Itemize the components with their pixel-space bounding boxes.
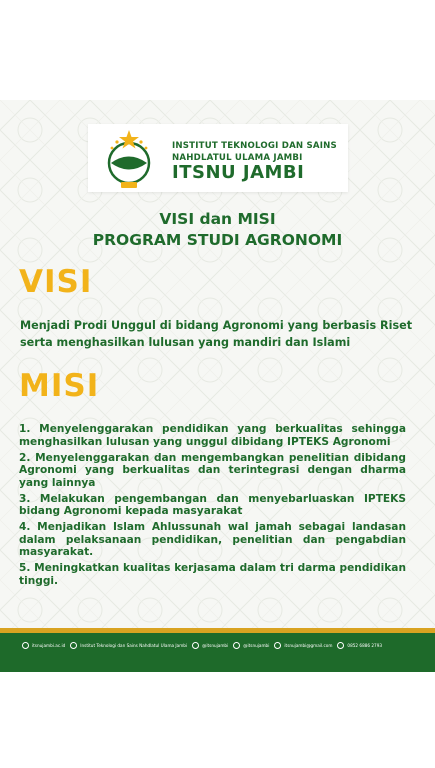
- globe-icon: [22, 642, 29, 649]
- misi-item-1: 1. Menyelenggarakan pendidikan yang berkualitas sehingga menghasilkan lulusan yang unggul dibidang IPTEKS Agronomi: [19, 423, 406, 448]
- institution-line-2: NAHDLATUL ULAMA JAMBI: [172, 153, 303, 163]
- facebook-icon: [70, 642, 77, 649]
- institution-name: [172, 140, 337, 164]
- page-title-line-1: VISI dan MISI: [159, 210, 276, 228]
- footer-item-twitter[interactable]: [233, 642, 269, 649]
- footer-instagram-text: @itsnujambi: [202, 643, 229, 648]
- visi-text: Menjadi Prodi Unggul di bidang Agronomi yang berbasis Riset serta menghasilkan lulusan yang mandiri dan Islami: [20, 319, 413, 349]
- footer-facebook-text: Institut Teknologi dan Sains Nahdlatul Ulama Jambi: [80, 643, 188, 648]
- footer-item-website[interactable]: [22, 642, 65, 649]
- footer-item-email[interactable]: [274, 642, 332, 649]
- page-title-line-2: PROGRAM STUDI AGRONOMI: [92, 231, 343, 249]
- visi-heading: VISI: [19, 264, 93, 300]
- footer-website-text: itsnujambi.ac.id: [32, 643, 66, 648]
- misi-list: [19, 423, 406, 591]
- footer: [0, 628, 435, 672]
- footer-item-facebook[interactable]: [70, 642, 187, 649]
- footer-contacts: [22, 642, 382, 649]
- footer-item-instagram[interactable]: [192, 642, 228, 649]
- misi-item-3: 3. Melakukan pengembangan dan menyebarluaskan IPTEKS bidang Agronomi kepada masyarakat: [19, 492, 406, 517]
- footer-twitter-text: @itsnujambi: [243, 643, 270, 648]
- misi-item-5: 5. Meningkatkan kualitas kerjasama dalam tri darma pendidikan tinggi.: [19, 562, 406, 587]
- misi-item-2: 2. Menyelenggarakan dan mengembangkan penelitian dibidang Agronomi yang berkualitas dan terintegrasi dengan dharma yang lainnya: [19, 451, 406, 489]
- institution-line-1: INSTITUT TEKNOLOGI DAN SAINS: [172, 141, 337, 151]
- footer-whatsapp-text: 0852 6886 2793: [347, 643, 383, 648]
- instagram-icon: [192, 642, 199, 649]
- footer-gold-stripe: [0, 628, 435, 633]
- footer-item-whatsapp[interactable]: [337, 642, 382, 649]
- whatsapp-icon: [337, 642, 344, 649]
- footer-email-text: itsnujambi@gmail.com: [284, 643, 333, 648]
- twitter-icon: [233, 642, 240, 649]
- brand-name: ITSNU JAMBI: [172, 162, 305, 183]
- mail-icon: [274, 642, 281, 649]
- misi-heading: MISI: [19, 368, 100, 404]
- itsnu-emblem-icon: [97, 128, 161, 192]
- misi-item-4: 4. Menjadikan Islam Ahlussunah wal jamah sebagai landasan dalam pelaksanaan pendidikan, penelitian dan pengabdian masyarakat.: [19, 521, 406, 558]
